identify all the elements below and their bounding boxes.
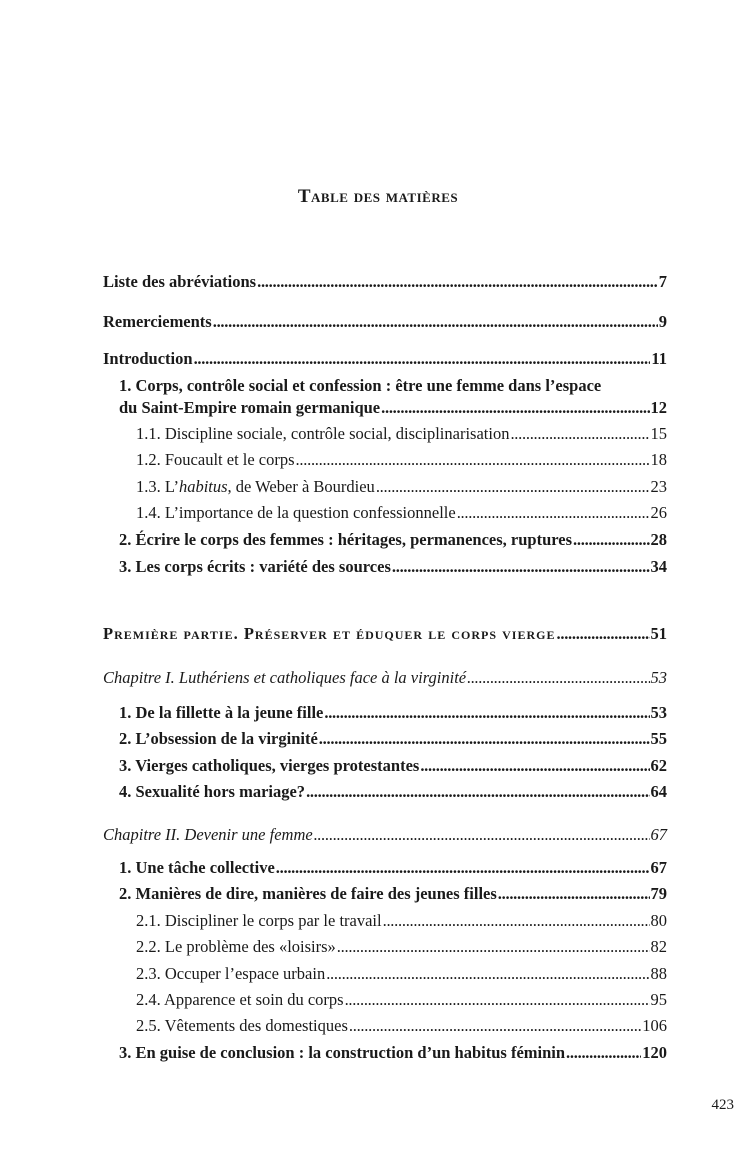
toc-entry[interactable] <box>136 990 667 1010</box>
toc-entry-label: 1.1. Discipline sociale, contrôle social, disciplinarisation <box>136 424 510 443</box>
toc-page-number: 55 <box>650 729 667 748</box>
toc-entry-label: Remerciements <box>103 312 212 331</box>
toc-entry-label: du Saint-Empire romain germanique <box>119 398 381 417</box>
toc-chapter-entry[interactable] <box>103 825 667 845</box>
leader-dots <box>326 964 649 984</box>
toc-entry[interactable] <box>119 729 667 749</box>
toc-page-number: 80 <box>650 911 667 930</box>
toc-page-number: 28 <box>650 530 667 549</box>
leader-dots <box>324 703 649 723</box>
toc-entry[interactable] <box>136 424 667 444</box>
toc-entry-label: 2. Écrire le corps des femmes : héritages, permanences, ruptures <box>119 530 573 549</box>
toc-page-number: 95 <box>650 990 667 1009</box>
label-suffix: , de Weber à Bourdieu <box>227 477 375 496</box>
leader-dots <box>213 312 658 332</box>
toc-entry[interactable] <box>136 964 667 984</box>
toc-entry-label: 2.3. Occuper l’espace urbain <box>136 964 326 983</box>
toc-entry[interactable] <box>103 312 667 332</box>
toc-entry-label: Introduction <box>103 349 193 368</box>
toc-page-number: 7 <box>658 272 667 291</box>
toc-entry[interactable] <box>119 530 667 550</box>
toc-chapter-entry[interactable] <box>103 668 667 688</box>
toc-page-number: 106 <box>642 1016 667 1035</box>
leader-dots <box>319 729 650 749</box>
toc-entry[interactable] <box>119 703 667 723</box>
toc-entry-label: Première partie. Préserver et éduquer le corps vierge <box>103 624 556 643</box>
toc-entry-label: 4. Sexualité hors mariage? <box>119 782 306 801</box>
toc-entry-label: 2. Manières de dire, manières de faire des jeunes filles <box>119 884 497 903</box>
toc-entry[interactable] <box>103 349 667 369</box>
leader-dots <box>337 937 650 957</box>
toc-entry-label: 2.4. Apparence et soin du corps <box>136 990 344 1009</box>
toc-page-number: 64 <box>650 782 667 801</box>
leader-dots <box>573 530 649 550</box>
toc-entry[interactable] <box>119 557 667 577</box>
leader-dots <box>566 1043 641 1063</box>
toc-entry[interactable] <box>119 858 667 878</box>
toc-page-number: 120 <box>642 1043 667 1062</box>
toc-entry[interactable] <box>136 477 667 497</box>
toc-page-number: 79 <box>650 884 667 903</box>
toc-entry[interactable] <box>136 1016 667 1036</box>
toc-entry[interactable] <box>136 911 667 931</box>
leader-dots <box>345 990 650 1010</box>
leader-dots <box>376 477 650 497</box>
toc-entry-label: Chapitre I. Luthériens et catholiques face à la virginité <box>103 668 467 687</box>
toc-entry-label: 2. L’obsession de la virginité <box>119 729 318 748</box>
toc-page-number: 11 <box>651 349 667 368</box>
toc-entry[interactable] <box>136 503 667 523</box>
leader-dots <box>557 624 650 644</box>
toc-page-number: 15 <box>650 424 667 443</box>
leader-dots <box>257 272 658 292</box>
toc-entry-label: 1.2. Foucault et le corps <box>136 450 295 469</box>
leader-dots <box>276 858 650 878</box>
toc-entry-label: 1. De la fillette à la jeune fille <box>119 703 324 722</box>
toc-page-number: 67 <box>650 825 667 844</box>
leader-dots <box>392 557 650 577</box>
toc-page-number: 82 <box>650 937 667 956</box>
toc-page-number: 51 <box>650 624 667 643</box>
toc-entry[interactable] <box>119 782 667 802</box>
toc-page-number: 62 <box>650 756 667 775</box>
toc-page-number: 9 <box>658 312 667 331</box>
toc-entry-label: 2.1. Discipliner le corps par le travail <box>136 911 382 930</box>
toc-entry-label: 3. En guise de conclusion : la construction d’un habitus féminin <box>119 1043 566 1062</box>
toc-part-entry[interactable] <box>103 624 667 644</box>
toc-entry-label: Liste des abréviations <box>103 272 257 291</box>
toc-page-number: 34 <box>650 557 667 576</box>
toc-entry-label: 2.2. Le problème des «loisirs» <box>136 937 336 956</box>
leader-dots <box>306 782 649 802</box>
leader-dots <box>510 424 649 444</box>
label-italic: habitus <box>178 477 228 496</box>
toc-entry-label: 3. Vierges catholiques, vierges protestantes <box>119 756 420 775</box>
toc-page-number: 12 <box>650 398 667 417</box>
leader-dots <box>457 503 650 523</box>
toc-page-number: 26 <box>650 503 667 522</box>
leader-dots <box>314 825 650 845</box>
toc-entry-label <box>136 477 375 497</box>
toc-entry-label: 1. Une tâche collective <box>119 858 275 877</box>
leader-dots <box>296 450 650 470</box>
toc-entry[interactable] <box>119 884 667 904</box>
leader-dots <box>467 668 649 688</box>
toc-entry[interactable] <box>136 450 667 470</box>
leader-dots <box>194 349 651 369</box>
toc-entry[interactable] <box>136 937 667 957</box>
toc-entry-label: 3. Les corps écrits : variété des sources <box>119 557 391 576</box>
toc-page-number: 23 <box>650 477 667 496</box>
toc-entry[interactable] <box>119 398 667 418</box>
toc-entry-label-line1: 1. Corps, contrôle social et confession : être une femme dans l’espace <box>119 376 602 395</box>
page-number: 423 <box>711 1097 734 1113</box>
leader-dots <box>420 756 649 776</box>
leader-dots <box>498 884 650 904</box>
toc-entry-label: 1.4. L’importance de la question confessionnelle <box>136 503 456 522</box>
toc-page-number: 18 <box>650 450 667 469</box>
leader-dots <box>381 398 649 418</box>
toc-page-number: 88 <box>650 964 667 983</box>
label-prefix: 1.3. L’ <box>136 477 179 496</box>
toc-entry-label: 2.5. Vêtements des domestiques <box>136 1016 348 1035</box>
page-title: Table des matières <box>297 186 459 207</box>
toc-page-number: 67 <box>650 858 667 877</box>
toc-entry[interactable] <box>119 756 667 776</box>
toc-entry[interactable] <box>119 1043 667 1063</box>
leader-dots <box>349 1016 641 1036</box>
toc-entry-label: Chapitre II. Devenir une femme <box>103 825 313 844</box>
toc-page-number: 53 <box>650 668 667 687</box>
toc-page-number: 53 <box>650 703 667 722</box>
toc-entry[interactable] <box>103 272 667 292</box>
leader-dots <box>383 911 650 931</box>
